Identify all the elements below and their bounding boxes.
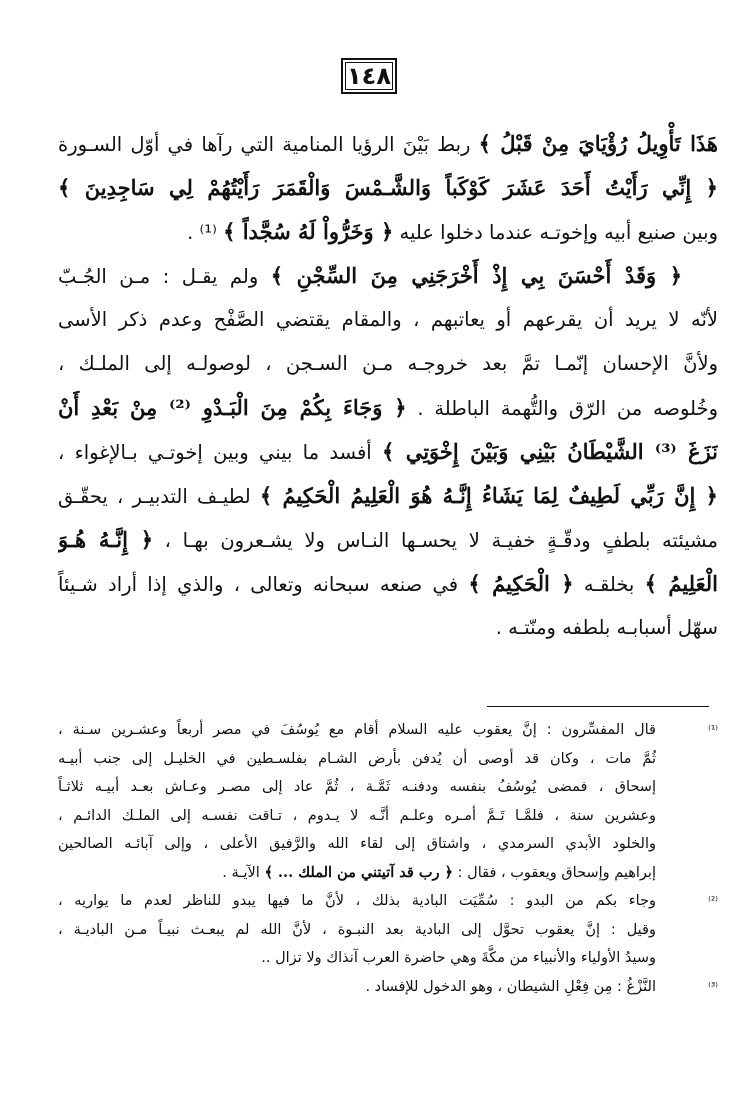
quran-verse: ﴿ الْحَكِيمُ ﴾: [468, 571, 574, 596]
text-segment: وجاء بكم من البدو : سُمِّيَت البادية بذلك ، لأنَّ ما فيها يبدو للناظر لعدم ما يواريه ،: [58, 893, 656, 909]
text-segment: ولم يقـل : مـن الجُـبّ: [58, 265, 271, 288]
quran-verse: ﴿ إِنَّـهُ هُـوَ: [58, 527, 154, 552]
footnote: [58, 887, 718, 973]
footnote-divider: [487, 706, 709, 707]
footnote-line: [58, 802, 656, 831]
text-segment: أفسد ما بيني وبين إخوتـي بـالإغواء ،: [58, 441, 382, 464]
quran-verse: نَزَغَ ⁽³⁾ الشَّيْطَانُ بَيْنِي وَبَيْنَ إِخْوَتِي ﴾: [382, 439, 718, 464]
quran-verse: ﴿ رب قد آتيتني من الملك ... ﴾: [264, 863, 454, 881]
quran-verse: هَذَا تَأْوِيلُ رُؤْيَايَ مِنْ قَبْلُ ﴾: [478, 131, 718, 156]
footnote-number: ⁽²⁾: [708, 894, 718, 907]
quran-verse: ﴿ وَقَدْ أَحْسَنَ بِي إِذْ أَخْرَجَنِي مِنَ السِّجْنِ ﴾: [270, 263, 682, 288]
text-segment: وخُلوصه من الرّق والتُّهمة الباطلة .: [406, 397, 718, 420]
body-line: [58, 518, 718, 562]
body-line: [58, 166, 718, 210]
body-line: [58, 430, 718, 474]
text-segment: ⁽¹⁾ .: [187, 221, 224, 244]
main-text: [58, 122, 718, 650]
body-line: [58, 254, 718, 298]
quran-verse: ﴿ إِنِّي رَأَيْتُ أَحَدَ عَشَرَ كَوْكَباً وَالشَّـمْسَ وَالْقَمَرَ رَأَيْتُهُمْ لِي سَاجِدِينَ ﴾: [58, 175, 718, 200]
footnote-line: [58, 859, 656, 888]
footnote-line: [58, 944, 656, 973]
body-line: [58, 606, 718, 650]
footnote-line: [58, 773, 656, 802]
text-segment: ثُمَّ مات ، وكان قد أوصى أن يُدفن بأرض الشـام بفلسـطين في الخليـل إلى جنب أبيـه: [58, 750, 656, 767]
page-number: ١٤٨: [341, 58, 397, 94]
body-line: [58, 298, 718, 342]
text-segment: وعشرين سنة ، فلمَّـا تَـمَّ أمـره وعلـم أنَّـه لا يـدوم ، تـاقت نفسـه إلى الملـك الدائـم ،: [58, 807, 656, 824]
body-line: [58, 474, 718, 518]
body-line: [58, 562, 718, 606]
text-segment: وقيل : إنَّ يعقوب تحوَّل إلى البادية بعد النبـوة ، لأنَّ الله لم يبعـث نبيـاً مـن الباديـة ،: [58, 921, 656, 938]
text-segment: وبين صنيع أبيه وإخوتـه عندما دخلوا عليه: [393, 221, 718, 244]
text-segment: سهّل أسبابـه بلطفه ومنّتـه .: [495, 616, 718, 639]
footnote-line: [58, 887, 656, 916]
text-segment: في صنعه سبحانه وتعالى ، والذي إذا أراد شـيئاً: [58, 573, 469, 596]
text-segment: والخلود الأبدي السرمدي ، واشتاق إلى لقاء الله والرَّفيق الأعلى ، وإلى آبائـه الصالحين: [58, 836, 656, 852]
text-segment: إبراهيم وإسحاق ويعقوب ، فقال :: [453, 864, 656, 881]
text-segment: ولأنَّ الإحسان إنّمـا تمَّ بعد خروجـه مـن السـجن ، لوصولـه إلى الملـك ،: [58, 352, 718, 375]
footnote-number: ⁽¹⁾: [708, 723, 718, 736]
footnote-line: [58, 916, 656, 945]
text-segment: النَّزْغُ : مِن فِعْلِ الشيطان ، وهو الدخول للإفساد .: [365, 978, 656, 995]
footnotes: [58, 716, 718, 1001]
text-segment: إسحاق ، فمضى يُوسُفُ بنفسه ودفنـه ثَمَّـة ، ثُمَّ عاد إلى مصـر وعـاش بعـد أبيـه ثلاثـاً: [58, 779, 656, 795]
text-segment: ربط بَيْنَ الرؤيا المنامية التي رآها في أوّل السـورة: [58, 133, 479, 156]
text-segment: بخلقـه: [573, 573, 645, 596]
footnote-number: ⁽³⁾: [708, 979, 718, 993]
text-segment: قال المفسِّرون : إنَّ يعقوب عليه السلام أقام مع يُوسُفَ في مصر أربعاً وعشـرين سـنة ،: [58, 722, 656, 738]
footnote-line: [58, 973, 656, 1002]
text-segment: لطيـف التدبيـر ، يحقّـق: [58, 485, 260, 508]
text-segment: وسيدُ الأولياء والأنبياء من مكَّةَ وهي حاضرة العرب آنذاك ولا تزال ..: [261, 950, 656, 966]
text-segment: الآيـة .: [222, 864, 265, 881]
quran-verse: ﴿ إِنَّ رَبِّي لَطِيفٌ لِمَا يَشَاءُ إِنَّـهُ هُوَ الْعَلِيمُ الْحَكِيمُ ﴾: [259, 483, 718, 508]
body-line: [58, 386, 718, 430]
body-line: [58, 210, 718, 254]
footnote: [58, 716, 718, 887]
quran-verse: الْعَلِيمُ ﴾: [644, 571, 718, 596]
text-segment: مشيئته بلطفٍ ودقّـةٍ خفيـة لا يحسـها النـاس ولا يشـعرون بهـا ،: [153, 529, 718, 552]
footnote: [58, 973, 718, 1002]
footnote-line: [58, 716, 656, 745]
quran-verse: ﴿ وَخَرُّواْ لَهُ سُجَّداً ﴾: [223, 219, 394, 244]
body-line: [58, 342, 718, 386]
text-segment: لأنّه لا يريد أن يقرعهم أو يعاتبهم ، والمقام يقتضي الصَّفْح وعدم ذكر الأسى: [58, 308, 718, 331]
footnote-line: [58, 830, 656, 859]
footnote-line: [58, 745, 656, 774]
body-line: [58, 122, 718, 166]
quran-verse: ﴿ وَجَاءَ بِكُمْ مِنَ الْبَـدْوِ ⁽²⁾ مِنْ بَعْدِ أَنْ: [58, 395, 407, 420]
